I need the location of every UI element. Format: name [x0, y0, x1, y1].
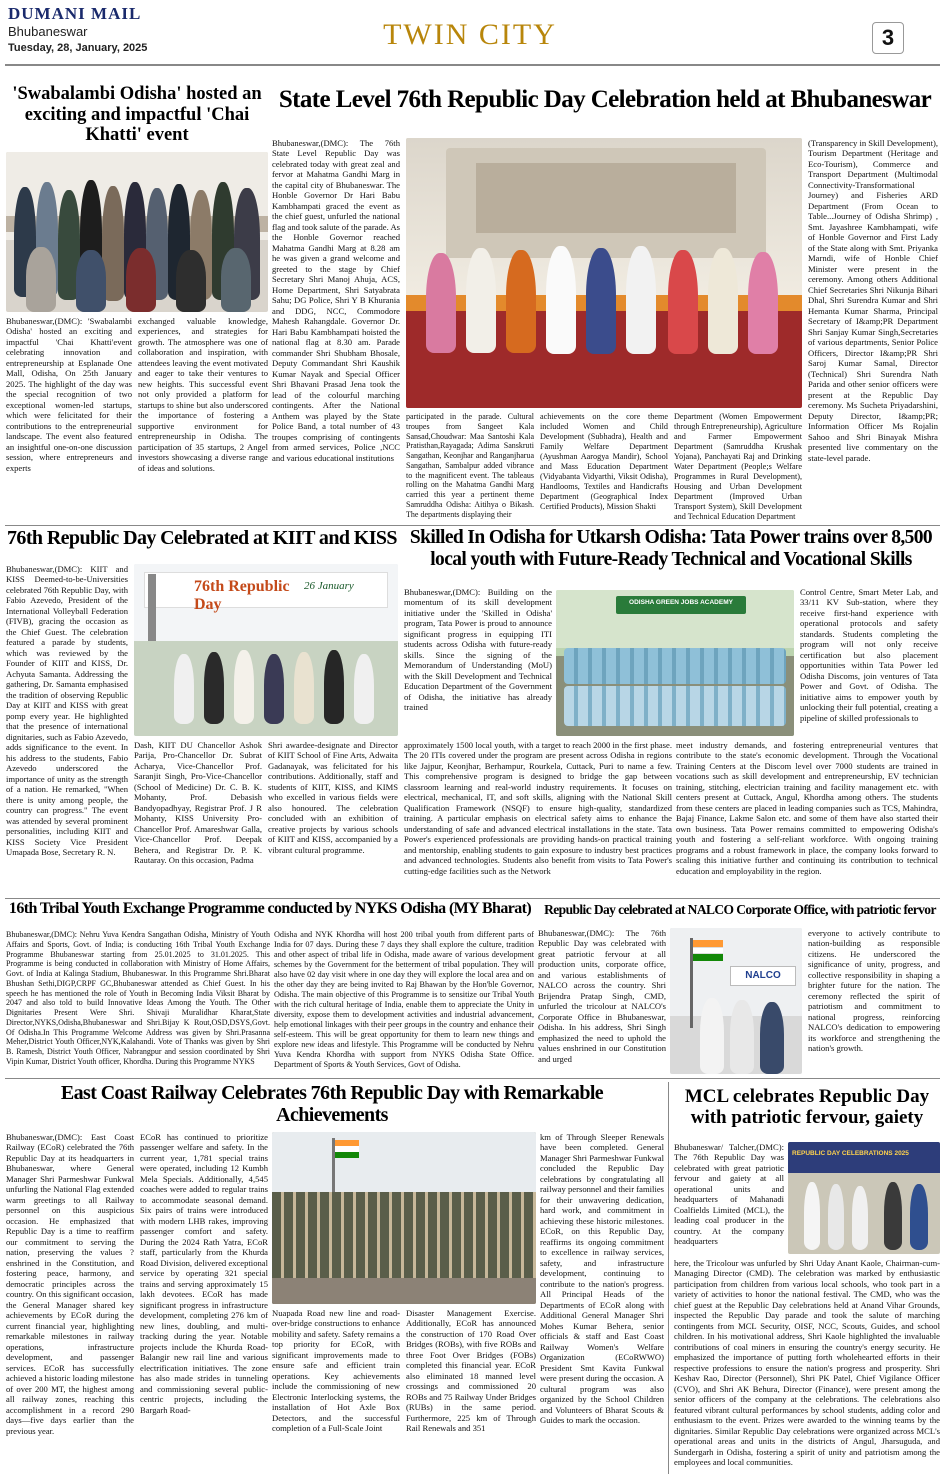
tata-text-wide-left: approximately 1500 local youth, with a target to reach 2000 in the first phase. The 20 ITIs covered under the program are present across Odisha in regions like Jajpur, Keonjhar, Berhampur, Rourkela, Cuttack, Puri to name a few. This comprehensive program is designed to bridge the gap between classroom learning and real-world industry requirements. It focuses on electrical, mechanical, IT, and soft skills, aligning with the National Skill Qualification Framework (NSQF) to ensure high-quality, standardized training. A particular emphasis on electrical safety aims to enhance the understanding of safe and advanced electrical installations in the state. Tata Power's experienced professionals are providing hands-on practical training and mentorship, enabling students to gain exposure to industry best practices and advanced technologies. Students also benefit from visits to Tata Power's cutting-edge facilities such as the Network: [404, 740, 672, 876]
chai-khatti-text-col1: Bhubaneswar,(DMC): 'Swabalambi Odisha' hosted an exciting and impactful 'Chai Khatti'event celebrating innovation and entrepreneurship at Esplanade One Mall, Odisha, On 25th January 2025. The highlight of the day was the special recognition of two exceptional women-led startups, which were felicitated for their contributions to the entrepreneurial landscape. The event also featured an insightful one-on-one discussion session, where entrepreneurs and experts: [6, 316, 132, 473]
ecor-text-col1: Bhubaneswar,(DMC): East Coast Railway (ECoR) celebrated the 76th Republic Day at its headquarters in Bhubaneswar, where General Manager Shri Parmeshwar Funkwal unfurling the National Flag extended warm greetings to all Railway personnel on this auspicious occasion. He emphasized that Republic Day is a time to reaffirm our commitment to serving the nation, preserving the values ?enshrined in the Constitution, and fostering peace, harmony, and democratic principles across the country. On this significant occasion, the General Manager shared key achievements by ECoR during the current financial year, highlighting remarkable milestones in railway operations, infrastructure development, and passenger services. ECoR has successfully achieved a historic loading milestone of over 200 MT, the highest among all railway zones, reaching this accomplishment in a record 290 days—five days earlier than the previous year.: [6, 1132, 134, 1436]
state-text-col4: Department (Women Empowerment through Entrepreneurship), Agriculture and Farmer Empowerment Department (Samruddha Krushak Yojana), Panchayati Raj and Drinking Water Department (People;s Welfare Programmes in Rural Development), Housing and Urban Development Department (Improved Urban Transport System), Skill Development and Technical Education Department: [674, 412, 802, 521]
kiit-text-col2: Dash, KIIT DU Chancellor Ashok Parija, Pro-Chancellor Dr. Subrat Acharya, Vice-Chancellor Prof. Saranjit Singh, Pro-Vice-Chancellor (School of Medicine) Dr. C. B. K. Mohanty, Prof. Debasish Bandyopadhyay, Registrar Prof. J R Mohanty, KISS University Pro-Chancellor Prof. Amareshwar Galla, Vice-Chancellor Prof. Deepak Behera, and Registrar Dr. P. K. Rautaray. On this occasion, Padma: [134, 740, 262, 866]
ecor-text-col2b: Nuapada Road new line and road-over-bridge constructions to enhance mobility and safety. Safety remains a top priority for ECoR, with significant improvements made to ensure safe and efficient train operations. Key achievements include the commissioning of new Electronic Interlocking systems, the installation of Hot Axle Box Detectors, and the successful completion of a Full-Scale Joint: [272, 1308, 400, 1434]
tata-text-wide-right: meet industry demands, and fostering entrepreneurial ventures that contribute to the state's economic development. Through the Vocational Training Centers at the Discom level over 7000 students are trained in vocations such as skill development and entrepreneurship, EV technician training, stitching, electrician training and facility management etc. with centers present at Cuttack, Angul, Khordha among others. The students from these centers are placed in leading companies such as TCS, Mahindra, Bajaj Finance, Lakme Salon etc. and some of them have also started their own business. Tata Power remains committed to empowering Odisha's youth and fostering a self-reliant workforce. With ongoing training programs and a robust framework in place, the company looks forward to scaling this initiative further and continuing its contribution to technical education and employability in the region.: [676, 740, 938, 876]
kiit-banner-text: 76th Republic Day: [194, 578, 290, 613]
tata-academy-sign: ODISHA GREEN JOBS ACADEMY: [629, 599, 733, 606]
headline-tribal-youth: 16th Tribal Youth Exchange Programme conducted by NYKS Odisha (MY Bharat): [8, 900, 532, 917]
headline-east-coast-railway: East Coast Railway Celebrates 76th Republic Day with Remarkable Achievements: [60, 1082, 604, 1126]
mcl-parade-photo: [788, 1142, 940, 1254]
nalco-logo-text: NALCO: [745, 970, 781, 981]
divider: [5, 525, 940, 526]
kiit-ceremony-photo: [134, 564, 398, 736]
newspaper-name: DUMANI MAIL: [8, 4, 142, 23]
tata-text-col1: Bhubaneswar,(DMC): Building on the momentum of its skill development initiative under the 'Skilled in Odisha' program, Tata Power is proud to announce significant progress in equipping ITI students across Odisha with future-ready skills. Since the signing of the Memorandum of Understanding (MoU) with the Skill Development and Technical Education Department of the Government of Odisha, the initiative has already trained: [404, 587, 552, 713]
mcl-banner-text: REPUBLIC DAY CELEBRATIONS 2025: [792, 1150, 909, 1157]
ecor-text-col3b: Disaster Management Exercise. Additionally, ECoR has announced the construction of 170 Road Over Bridges (ROBs), with five ROBs and three Foot Over Bridges (FOBs) completed this financial year. ECoR also eliminated 18 manned level crossings and commissioned 20 ROBs and 75 Railway Under Bridges (RUBs) in the same period. Furthermore, 225 km of Through Rail Renewals and 351: [406, 1308, 536, 1434]
state-republic-day-stage-photo: [406, 138, 802, 408]
tribal-text-col2: Odisha and NYK Khordha will host 200 tribal youth from different parts of India for 07 days. During these 7 days they shall explore the culture, tradition and other aspect of tribal life in Odisha, made aware of various development schemes by the Government for the betterment of tribal population. They will also have 02 day visit where in one day they will explore the local area and on the other day they are being invited to Raj Bhawan by the Hon'ble Governor, Odisha. The main objective of this Programme is to sensitize our Tribal Youth with the rich cultural heritage of India, enable them to appreciate the Unity in diversity, expose them to development activities and industrial advancement, help emotional linkages with their peer groups in the country and enhance their self-esteem. This will be great opportunity for them to learn new things and explore new ideas and lifestyle. This Programme will be conducted by Nehru Yuva Kendra Khordha with support from NYKS Odisha State Office. Department of Sports & Youth Services, Govt of Odisha.: [274, 930, 534, 1069]
nalco-text-col1: Bhubaneswar,(DMC): The 76th Republic Day was celebrated with great patriotic fervour at all production units, corporate office, and various establishments of NALCO across the country. Shri Brijendra Pratap Singh, CMD, unfurled the tricolour at NALCO's Corporate Office in Bhubaneswar, Odisha. In his address, Shri Singh emphasized the need to uphold the values enshrined in our Constitution and urged: [538, 928, 666, 1064]
divider: [5, 898, 940, 899]
kiit-text-col1: Bhubaneswar,(DMC): KIIT and KISS Deemed-to-be-Universities celebrated 76th Republic Day, with Fabio Azevedo, President of the International Volleyball Federation (FIVB), gracing the occasion as the Chief Guest. The celebration featured a parade by students, which was reviewed by the Founder of KIIT and KISS, Dr. Achyuta Samanta. Addressing the gathering, Dr. Samanta emphasised the tradition of observing Republic Day at KIIT and KISS with great pomp every year. He highlighted that the presence of international dignitaries, such as Fabio Azevedo, adds significance to the event. In his address to the students, Fabio Azevedo underscored the importance of unity as the strength of a nation. He remarked, "When there is unity among people, the country can progress." The event was attended by several prominent personalities, including KIIT and KISS Society Vice President Umapada Bose, Secretary R. N.: [6, 564, 128, 858]
edition-date: Tuesday, 28, January, 2025: [8, 42, 148, 54]
tribal-text-col1: Bhubaneswar,(DMC): Nehru Yuva Kendra Sangathan Odisha, Ministry of Youth Affairs and Sports, Govt. of India; is conducting 16th Tribal Youth Exchange Programme Bhubaneswar starting from 25.01.2025 to 31.01.2025. This Programme is being conducted in collaboration with Ministry of Home Affairs, Govt. of India at Kalinga Stadium, Bhubaneswar. In this Programme Shri.Bharat Bhushan Sethi,DIGP,CRPF GC,Bhubaneswar attended as Chief Guest. In his speech he has mentioned the role of Youth in Becoming India Viksit Bharat by 2047 and also told to build Innovative Ideas Among the Youth. The Other Dignitaries Present Were Shri. Shivaji Muralidhar Kharat,State Director,NYKS,Odisha,Bhubaneswar and Shri.Bijay K Rout,OSD,DSYS,Govt. Of Odisha.In This Programme Welcome Address was given by Shri.Prasanna Meher,District Youth Officer,NYK,Kalahandi. Vote of Thanks was given by Shri B. Ramesh, District Youth Officer, Nabrangpur and session coordinated by Shri Vipin Kumar, District Youth officer, Khordha. During this Programme NYKS: [6, 930, 270, 1066]
chai-khatti-text-col2: exchanged valuable knowledge, experiences, and strategies for growth. The atmosphere was one of collaboration and inspiration, with attendees leaving the event motivated and eager to take their ventures to new heights. This successful event not only provided a platform for startups to shine but also underscored the importance of fostering a supportive environment for entrepreneurship in Odisha. The participation of 35 startups, 2 Angel investors showcasing a diverse range of ideas and solutions.: [138, 316, 268, 473]
tata-text-col3: Control Centre, Smart Meter Lab, and 33/11 KV Sub-station, where they receive first-hand experience with operational protocols and safety standards. Students completing the program will not only receive certification but also placement opportunities within Tata Power led Odisha Discoms, join ventures of Tata Power and Govt. of Odisha. The initiative aims to empower youth by unlocking their full potential, creating a pipeline of skilled professionals to: [800, 587, 938, 723]
headline-nalco: Republic Day celebrated at NALCO Corporate Office, with patriotic fervor: [544, 902, 936, 917]
ecor-parade-photo: [272, 1132, 536, 1304]
edition-city: Bhubaneswar: [8, 24, 88, 39]
kiit-text-col3: Shri awardee-designate and Director of KIIT School of Fine Arts, Adwaita Gadanayak, was felicitated for his contributions. Additionally, staff and students of KIIT, KISS, and KIMS who excelled in various fields were also honoured. The celebration concluded with an exhibition of creative projects by various schools of KIIT and KISS, accompanied by a vibrant cultural programme.: [268, 740, 398, 855]
page-number: 3: [872, 22, 904, 54]
ecor-text-col4: km of Through Sleeper Renewals have been completed. General Manager Shri Parmeshwar Funkwal concluded the Republic Day celebrations by congratulating all railway personnel and their families for their unwavering dedication, hard work, and commitment in achieving these historic milestones. ECoR, on this Republic Day, reaffirms its ongoing commitment to excellence in railway services, safety, and infrastructure development, continuing to contribute to the nation's progress. All Principal Heads of the Departments of ECoR along with Additional General Manager Shri Mohes Kumar Behera, senior officials & staff and East Coast Railway Women's Welfare Organization (ECoRWWO) President Smt Kavita Funkwal were present during the occasion. A cultural program was also organized by the School Children and Volunteers of Bharat Scouts & Guides to mark the occasion.: [540, 1132, 664, 1426]
headline-mcl: MCL celebrates Republic Day with patriotic fervour, gaiety: [684, 1086, 930, 1129]
headline-kiit: 76th Republic Day Celebrated at KIIT and KISS: [7, 527, 397, 549]
masthead-rule: [5, 64, 940, 66]
chai-khatti-group-photo: [6, 152, 268, 312]
state-text-col1: Bhubaneswar,(DMC): The 76th State Level Republic Day was celebrated today with great zeal and fervor at Mahatma Gandhi Marg in the capital city of Bhubaneswar. The Honble Governor Dr Hari Babu Kambhampati graced the event as the chief guest, unfurled the national flag and took salute of the parade. As the Honble Governor reached Mahatma Gandhi Marg at 8.28 am he was given a grand welcome and greeted to the stage by Chief Secretary Shri Manoj Ahuja, ACS, Home Department, Shri Satyabrata Sahu; DG Police, Shri Y B Khurania and DDG, NCC, Commodore Mahesh Rahangdale. Governor Dr. Hari Babu Kambhampati hoisted the national flag at 8.30 am. Parade commander Shri Shubham Bhosale, Deputy Commandant Shri Kaushik Kumar Nayak and Special Officer Shri Bhavani Prasad Jena took the lead of the colourful marching contingents. After the National Anthem was played by the State Police Band, a total number of 43 troupes comprising of contingents from armed services, Police ,NCC and various educational institutions: [272, 138, 400, 463]
headline-state-republic-day: State Level 76th Republic Day Celebration held at Bhubaneswar: [278, 86, 932, 113]
state-text-col3: achievements on the core theme included Women and Child Development (Subhadra), Health and Family Welfare Department (Ayushman Aarogya Mandir), School and Mass Education Department (Vidyabanta Vidyarthi, Viksit Odisha), Handlooms, Textiles and Handicrafts Department (Geographical Index Certified Products), Mission Shakti: [540, 412, 668, 511]
divider: [5, 1078, 940, 1079]
kiit-banner-month: 26 January: [304, 580, 354, 592]
nalco-flag-hoisting-photo: [670, 928, 802, 1074]
mcl-text-col1: Bhubaneswar/ Talcher,(DMC): The 76th Republic Day was celebrated with great patriotic fervour and gaiety at all operational units and headquarters of Mahanadi Coalfields Limited (MCL), the leading coal producer in the country. At the company headquarters: [674, 1142, 784, 1247]
divider-vertical: [668, 1082, 669, 1474]
state-text-col2: participated in the parade. Cultural troupes from Sangeet Kala Sansad,Choudwar: Maa Santoshi Kala Pratisthan,Rayagada; Adima Sanskruti Sangathan, Keonjhar and Ranganjharua Sangathan, Sambalpur added vibrance to the magnificent event. The tableaus rolling on the Mahatma Gandhi Marg carried this year a pertinent theme Samruddha Odisha: Aitihya o Bikash. The departments displaying their: [406, 412, 534, 519]
headline-chai-khatti: 'Swabalambi Odisha' hosted an exciting and impactful 'Chai Khatti' event: [12, 84, 262, 146]
mcl-text-wide: here, the Tricolour was unfurled by Shri Uday Anant Kaole, Chairman-cum-Managing Director (CMD). The celebration was marked by enthusiastic participation from children from various local schools, who took part in a variety of activities to honor the national festival. The CMD, who was the chief guest at the Republic Day celebrations held at Anand Vihar Grounds, inspected the Republic Day parade and took the salute of marching contingents from MCL Security, OISF, NCC, Scouts, Guides, and school children. In his motivational address, Shri Kaole highlighted the invaluable contributions of coal miners in ensuring the country's energy security. He emphasized the importance of putting forth wholehearted efforts in their respective professions to ensure the nation's progress and prosperity. Shri Keshav Rao, Director (Personnel), Shri PK Patel, Chief Vigilance Officer (CVO), and Shri AK Behura, Director (Finance), were present among the senior officers of the company at the celebrations. The celebrations also featured vibrant cultural performances by school students, adding color and enthusiasm to the event. Prizes were awarded to the winning teams by the dignitaries. Similar Republic Day celebrations were organized across MCL's operational areas and units in the districts of Angul, Jharsuguda, and Sundergarh in Odisha, fostering a spirit of unity and patriotism among the employees and local communities.: [674, 1258, 940, 1468]
tata-academy-group-photo: [556, 590, 794, 736]
ecor-text-col2: ECoR has continued to prioritize passenger welfare and safety. In the current year, 1,781 special trains were operated, including 12 Kumbh Mela Specials. Additionally, 4,545 coaches were added to regular trains to accommodate seasonal demand. Six pairs of trains were introduced with modern LHB rakes, improving passenger comfort and safety. During the 2024 Rath Yatra, ECoR staff, particularly from the Khurda Road Division, delivered exceptional service by operating 321 special trains and serving approximately 15 lakh devotees. ECoR has made significant progress in infrastructure development, completing 276 km of new lines, doubling, and multi-tracking during the year. Notable projects include the Khurda Road-Balangir new rail line and various electrification initiatives. The zone has also made strides in tunneling and commissioning several public-centric projects, including the Bargarh Road-: [140, 1132, 268, 1415]
section-title: TWIN CITY: [383, 18, 557, 51]
nalco-text-col2: everyone to actively contribute to nation-building as responsible citizens. He underscored the significance of unity, progress, and collective responsibility in shaping a brighter future for the nation. The ceremony reflected the spirit of patriotism and commitment to national progress, reinforcing NALCO's dedication to empowering its workforce and strengthening the nation's growth.: [808, 928, 940, 1054]
headline-tata-power: Skilled In Odisha for Utkarsh Odisha: Tata Power trains over 8,500 local youth with Future-Ready Technical and Vocational Skills: [409, 527, 933, 570]
state-text-col5: (Transparency in Skill Development), Tourism Department (Heritage and Eco-Tourism), Commerce and Transport Department (Multimodal Connectivity-Transformational Journey) and Fisheries ARD Department (From Ocean to Table...Journey of Odisha Shrimp) , Smt. Jayashree Kambhampati, wife of Honble Governor and First Lady of the State along with Smt. Priyanka Marndi, wife of Honble Chief Minister were present in the ceremony. Among others Additional Chief Secretaries Shri Nikunja Bihari Dhal, Shri Surendra Kumar and Shri Hemanta Kumar Sharma, Principal Secretary of I&amp;PR Department Shri Sanjay Kumar Singh,Secretaries of various departments, Senior Police Officers, Director I&amp;PR Shri Saroj Kumar Samal, Director (Technical) Shri Surendra Nath Parida and other senior officers were present at the Republic Day ceremony. Ms Sucheta Priyadarshini, Deputy Director, I&amp;PR; Information Officer Ms Rojalin Sahoo and Shri Binayak Mishra presented live commentary on the state-level parade.: [808, 138, 938, 463]
